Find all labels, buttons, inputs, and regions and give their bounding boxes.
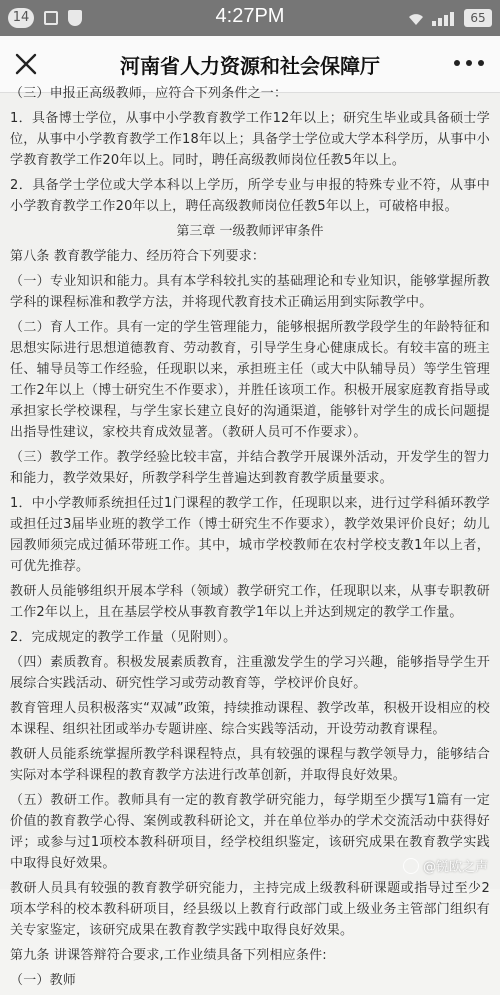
page-title: 河南省人力资源和社会保障厅 — [120, 54, 380, 78]
clock: 4:27PM — [215, 5, 285, 27]
paragraph: 教育管理人员积极落实“双减”政策，持续推动课程、教学改革，积极开设相应的校本课程、组织社团或举办专题讲座、综合实践等活动，开设劳动教育课程。 — [10, 701, 490, 737]
close-button[interactable] — [10, 48, 42, 80]
paragraph: 2．完成规定的教学工作量（见附则）。 — [10, 630, 237, 645]
chapter-heading: 第三章 一级教师评审条件 — [176, 224, 324, 239]
article-content[interactable] — [0, 86, 500, 988]
more-button[interactable] — [454, 58, 484, 68]
paragraph: 2．具备学士学位或大学本科以上学历，所学专业与申报的特殊专业不符，从事中小学教育教学工作20年以上，聘任高级教师岗位任教5年以上，可破格申报。 — [10, 178, 490, 214]
paragraph: （四）素质教育。积极发展素质教育，注重激发学生的学习兴趣，能够指导学生开展综合实践活动、研究性学习或劳动教育等，学校评价良好。 — [10, 655, 490, 691]
paragraph: 教研人员能系统掌握所教学科课程特点，具有较强的课程与教学领导力，能够结合实际对本学科课程的教育教学方法进行改革创新，并取得良好效果。 — [10, 747, 490, 783]
watermark-text: @锐欧之声 — [422, 860, 488, 875]
paragraph: （三）申报正高级教师，应符合下列条件之一： — [10, 86, 288, 101]
paragraph: 教研人员具有较强的教育教学研究能力，主持完成上级教科研课题或指导过至少2项本学科的校本教科研项目，经县级以上教育行政部门或上级业务主管部门组织有关专家鉴定，该研究成果在教育教学实践中取得良好效果。 — [10, 881, 490, 938]
paragraph: 1．中小学教师系统担任过1门课程的教学工作，任现职以来，进行过学科循环教学或担任过3届毕业班的教学工作（博士研究生不作要求），教学效果评价良好；幼儿园教师须完成过循环带班工作。其中，城市学校教师在农村学校支教1年以上者，可优先推荐。 — [10, 496, 490, 574]
notification-badge: 14 — [8, 8, 34, 28]
paragraph: （五）教研工作。教师具有一定的教育教学研究能力，每学期至少撰写1篇有一定价值的教育教学心得、案例或教科研论文，并在单位举办的学术交流活动中获得好评；或参与过1项校本教科研项目，经学校组织鉴定，该研究成果在教育教学实践中取得良好效果。 — [10, 793, 490, 871]
paragraph: （二）育人工作。具有一定的学生管理能力，能够根据所教学段学生的年龄特征和思想实际进行思想道德教育、劳动教育，引导学生身心健康成长。有较丰富的班主任、辅导员等工作经验，任现职以来，承担班主任（或大中队辅导员）等学生管理工作2年以上（博士研究生不作要求），并胜任该项工作。积极开展家庭教育指导或承担家长学校课程，与学生家长建立良好的沟通渠道，能够针对学生的成长问题提出指导性建议，家校共育成效显著。（教研人员可不作要求）。 — [10, 320, 490, 440]
status-right — [406, 8, 492, 28]
close-icon — [10, 48, 42, 80]
more-icon — [454, 60, 460, 66]
status-bar — [0, 0, 500, 36]
paragraph: 教研人员能够组织开展本学科（领域）教学研究工作，任现职以来，从事专职教研工作2年以上，且在基层学校从事教育教学1年以上并达到规定的教学工作量。 — [10, 584, 490, 620]
battery-icon: 65 — [464, 9, 492, 27]
wifi-icon — [406, 10, 426, 26]
paragraph: 1．具备博士学位，从事中小学教育教学工作12年以上；研究生毕业或具备硕士学位，从事中小学教育教学工作18年以上；具备学士学位或大学本科学历，从事中小学教育教学工作20年以上。同时，聘任高级教师岗位任教5年以上。 — [10, 111, 490, 168]
more-icon — [478, 60, 484, 66]
paragraph: （一）教师 — [10, 973, 77, 988]
signal-icon — [432, 10, 458, 26]
paragraph: （三）教学工作。教学经验比较丰富，并结合教学开展课外活动，开发学生的智力和能力，教学效果好，所教学科学生普遍达到教育教学质量要求。 — [10, 450, 490, 486]
paragraph: 第九条 讲课答辩符合要求,工作业绩具备下列相应条件: — [10, 948, 327, 963]
more-icon — [466, 60, 472, 66]
watermark-logo-icon — [403, 858, 419, 874]
paragraph: 第八条 教育教学能力、经历符合下列要求： — [10, 249, 266, 264]
paragraph: （一）专业知识和能力。具有本学科较扎实的基础理论和专业知识，能够掌握所教学科的课程标准和教学方法，并将现代教育技术正确运用到实际教学中。 — [10, 274, 490, 310]
watermark — [403, 856, 488, 875]
